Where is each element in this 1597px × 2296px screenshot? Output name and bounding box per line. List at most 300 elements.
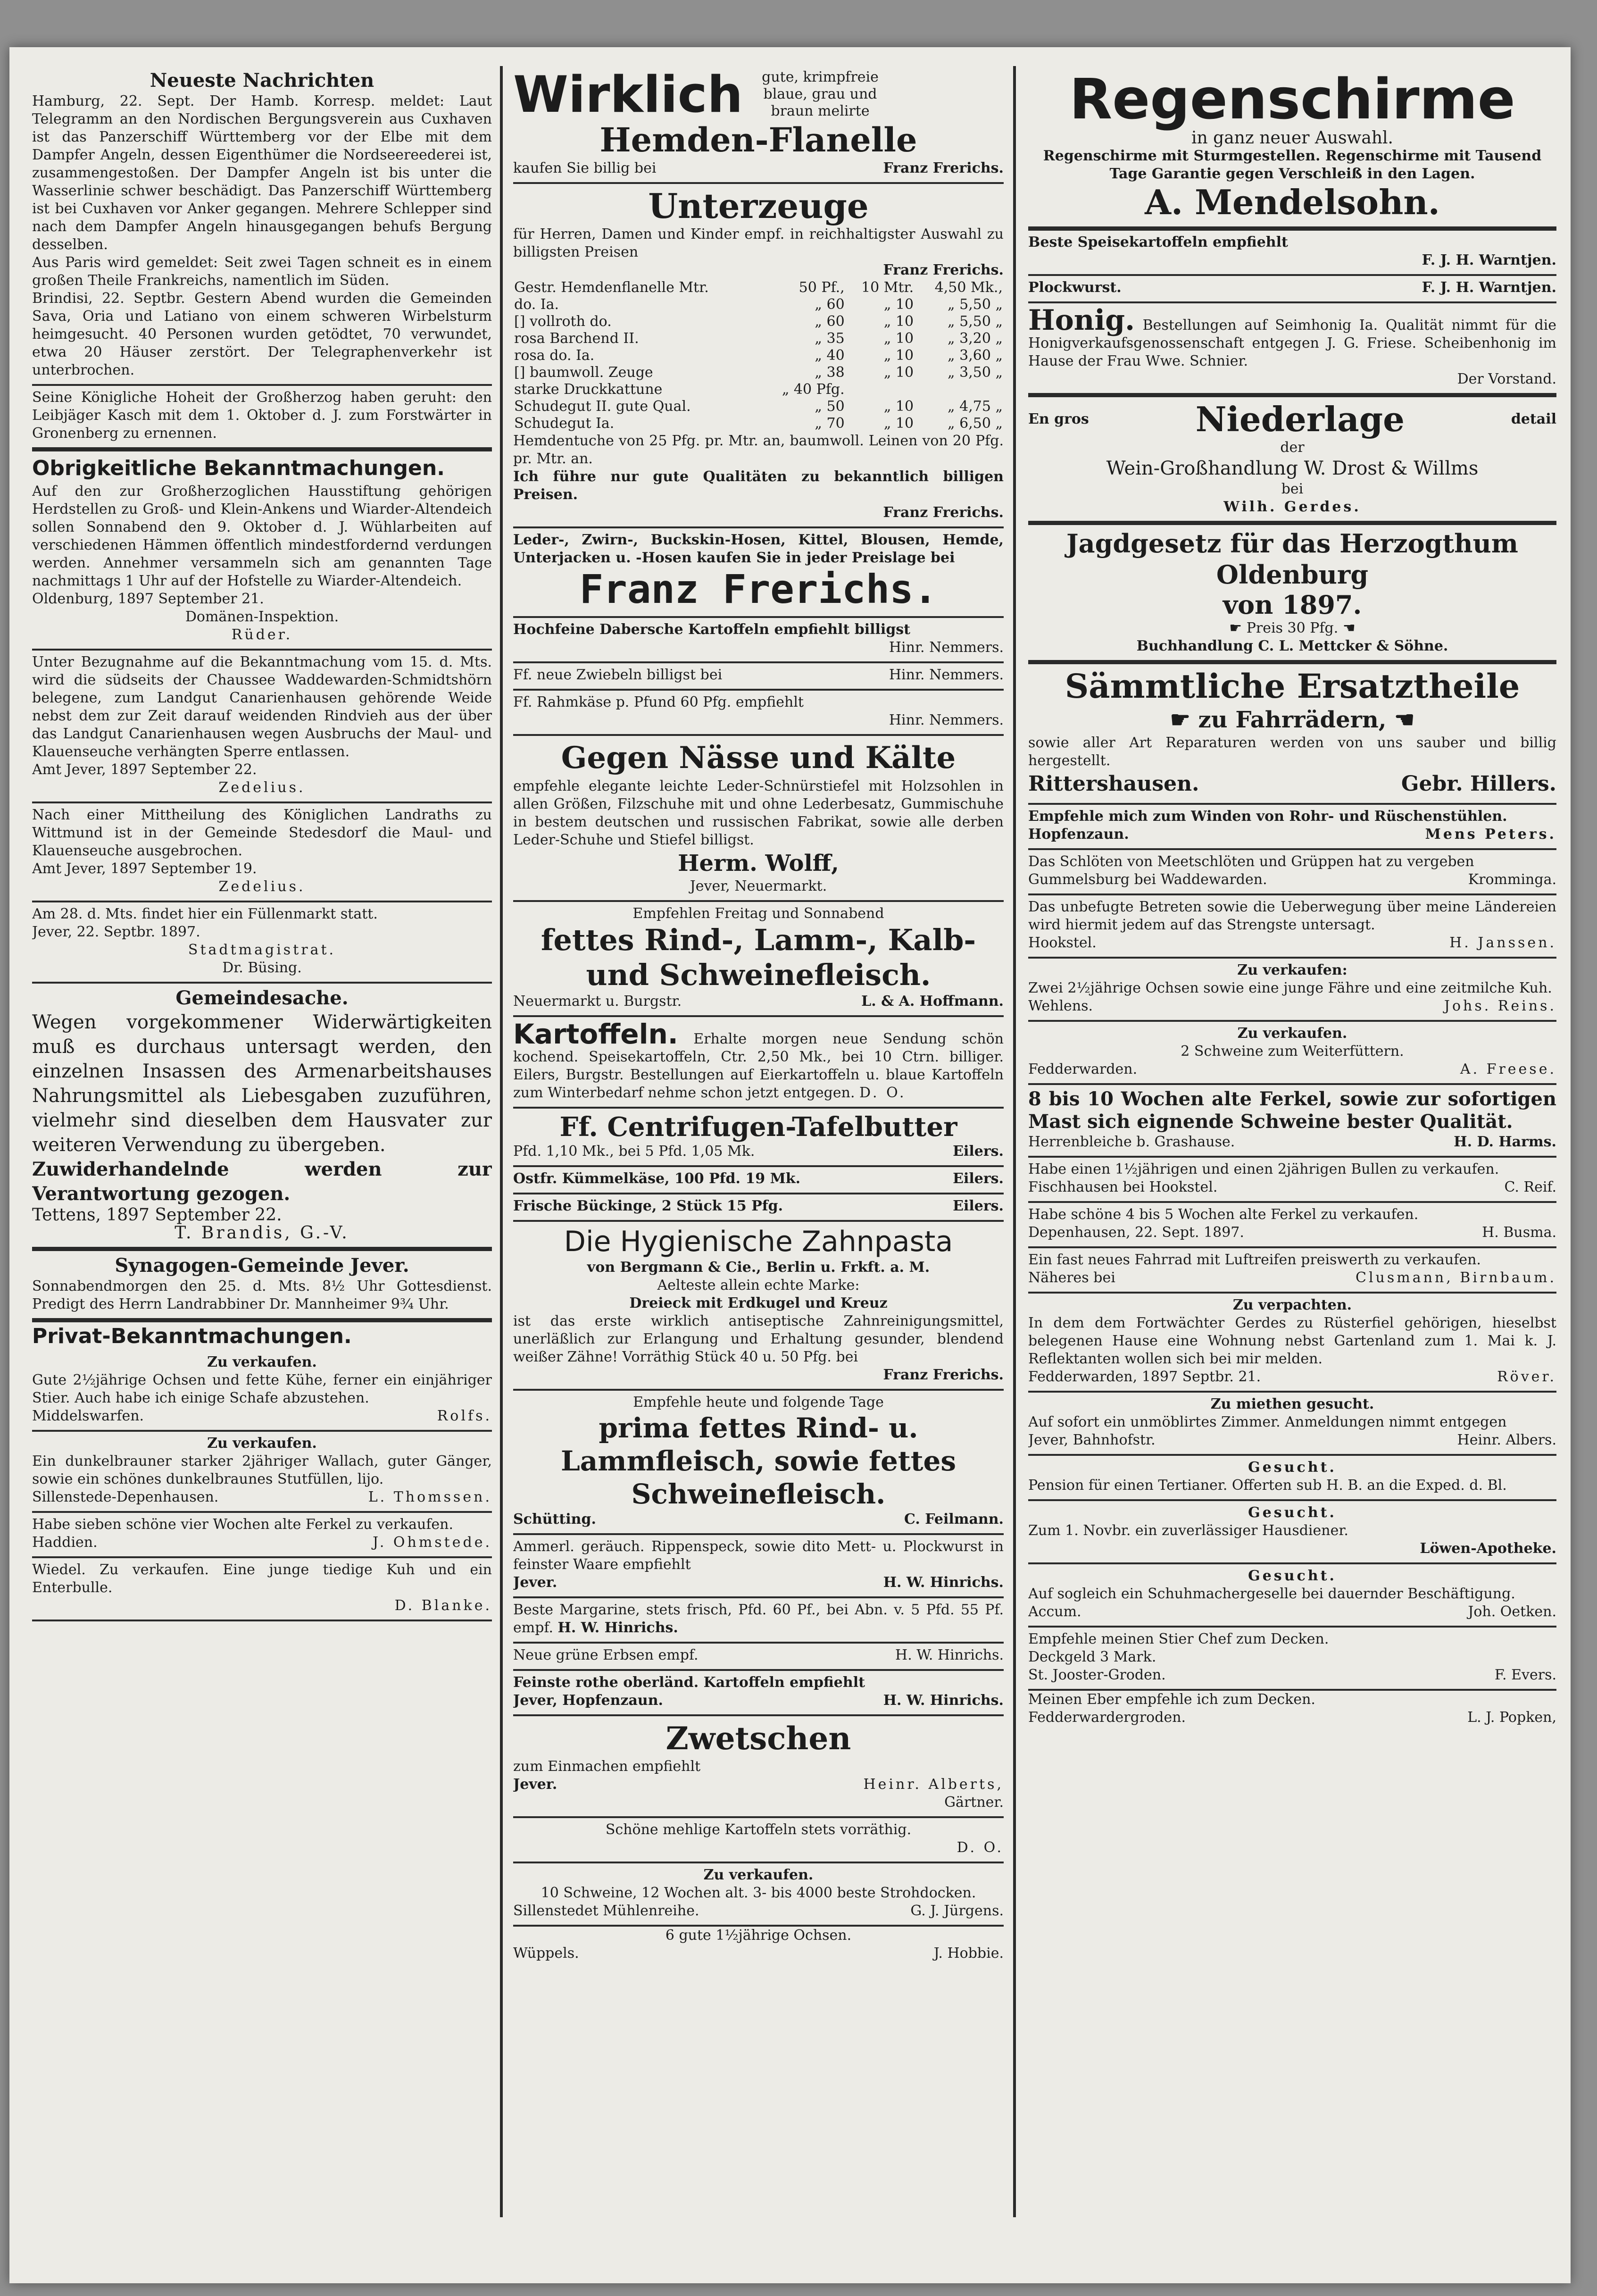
price-cell-item: starke Druckkattune — [514, 381, 663, 398]
fuellen-office: Stadtmagistrat. — [188, 942, 336, 958]
plock-text: Plockwurst. — [1028, 279, 1122, 296]
price-row — [513, 279, 1004, 296]
zahnpasta-ad — [513, 1222, 1004, 1391]
ferkel-name: H. D. Harms. — [1454, 1134, 1556, 1150]
newspaper-page — [9, 47, 1571, 2283]
buecking-shop: Eilers. — [953, 1198, 1004, 1214]
schuett-title: prima fettes Rind- u. Lammfleisch, sowie fettes Schweinefleisch. — [560, 1412, 957, 1510]
butter-line: Pfd. 1,10 Mk., bei 5 Pfd. 1,05 Mk. — [513, 1143, 755, 1160]
ersatz-sub-row: ☛ zu Fahrrädern, ☚ — [1170, 707, 1415, 733]
ferkel-title: 8 bis 10 Wochen alte Ferkel, sowie zur sofortigen Mast sich eignende Schweine bester Qualität. — [1028, 1088, 1556, 1133]
kuemmel-shop: Eilers. — [953, 1170, 1004, 1187]
price-cell-a: „ 50 — [815, 398, 845, 415]
butter-shop: Eilers. — [953, 1143, 1004, 1160]
price-cell-b: „ 10 — [883, 330, 914, 347]
obrigkeit-title: Obrigkeitliche Bekanntmachungen. — [32, 456, 445, 480]
winden-name: Mens Peters. — [1425, 826, 1556, 843]
hemden-title: Hemden-Flanelle — [599, 120, 917, 159]
zv-ad — [513, 1863, 1004, 1927]
alberts-role: Gärtner. — [944, 1794, 1004, 1811]
price-cell-a: „ 60 — [815, 296, 845, 313]
verpachten-place: Fedderwarden, 1897 Septbr. 21. — [1028, 1369, 1261, 1385]
price-cell-b: „ 10 — [883, 313, 914, 330]
price-cell-b: „ 10 — [883, 296, 914, 313]
mehlig-ad — [513, 1818, 1004, 1863]
price-cell-a: „ 60 — [815, 313, 845, 330]
price-cell-b: 10 Mtr. — [861, 279, 914, 296]
price-row — [513, 296, 1004, 313]
price-row — [513, 381, 1004, 398]
kuemmel-line: Ostfr. Kümmelkäse, 100 Pfd. 19 Mk. — [513, 1170, 801, 1187]
niederlage-der: der — [1280, 439, 1305, 456]
stier-fee: Deckgeld 3 Mark. — [1028, 1649, 1156, 1665]
price-cell-c: „ 4,75 „ — [948, 398, 1003, 415]
schuh-place: Accum. — [1028, 1603, 1081, 1620]
zahnpasta-shop: Franz Frerichs. — [883, 1367, 1004, 1383]
schuett-name: C. Feilmann. — [904, 1511, 1004, 1528]
landrat-notice — [32, 803, 492, 902]
verpachten-head: Zu verpachten. — [1232, 1297, 1352, 1313]
price-cell-a: „ 35 — [815, 330, 845, 347]
price-cell-item: rosa Barchend II. — [514, 330, 639, 347]
unterzeuge-title: Unterzeuge — [648, 186, 869, 226]
landrat-signature: Zedelius. — [218, 878, 306, 895]
zv1-name: Johs. Reins. — [1444, 998, 1556, 1014]
price-cell-c: „ 5,50 „ — [948, 296, 1003, 313]
mieten-name: Heinr. Albers. — [1457, 1432, 1556, 1448]
ersatz-firm: Gebr. Hillers. — [1401, 772, 1556, 796]
regen-title: Regenschirme — [1069, 67, 1515, 132]
privat-title: Privat-Bekanntmachungen. — [32, 1324, 352, 1348]
wiedel-text: Wiedel. Zu verkaufen. Eine junge tiedige Kuh und ein Enterbulle. — [32, 1561, 492, 1596]
ferkel-signature: J. Ohmstede. — [373, 1534, 492, 1551]
ferkel-place: Haddien. — [32, 1534, 98, 1551]
eber-name: L. J. Popken, — [1467, 1709, 1556, 1726]
obrigkeit-date: Oldenburg, 1897 September 21. — [32, 591, 264, 607]
zahnpasta-title: Die Hygienische Zahnpasta — [564, 1225, 953, 1258]
jagd-year: von 1897. — [1223, 590, 1362, 620]
price-cell-item: Schudegut Ia. — [514, 415, 615, 432]
hoffmann-name: L. & A. Hoffmann. — [861, 993, 1004, 1010]
stier-text: Empfehle meinen Stier Chef zum Decken. — [1028, 1631, 1329, 1647]
kartoffeln-signature: D. O. — [859, 1085, 907, 1101]
zv2-head: Zu verkaufen. — [207, 1435, 317, 1452]
mieten-place: Jever, Bahnhofstr. — [1028, 1432, 1156, 1448]
schloeten-place: Gummelsburg bei Waddewarden. — [1028, 871, 1267, 888]
frerichs-big: Franz Frerichs. — [579, 566, 938, 612]
wirklich-title: Wirklich — [513, 66, 743, 124]
zwiebel-text: Ff. neue Zwiebeln billigst bei — [513, 667, 723, 683]
mehlig-text: Schöne mehlige Kartoffeln stets vorräthig. — [605, 1821, 912, 1838]
zv1-place: Middelswarfen. — [32, 1408, 144, 1424]
obrigkeit-notice — [32, 451, 492, 651]
ferkel-ad — [1028, 1085, 1556, 1158]
eber-ad — [1028, 1691, 1556, 1727]
ferkel2-text: Habe schöne 4 bis 5 Wochen alte Ferkel zu verkaufen. — [1028, 1206, 1419, 1223]
honig-signature: Der Vorstand. — [1457, 371, 1556, 387]
price-row — [513, 347, 1004, 364]
margarine-shop: H. W. Hinrichs. — [557, 1620, 678, 1636]
regenschirme-ad — [1028, 66, 1556, 231]
mehlig-signature: D. O. — [957, 1839, 1004, 1856]
pointing-hand-icon: ☚ — [1394, 707, 1415, 733]
apotheke-name: Löwen-Apotheke. — [1420, 1540, 1556, 1557]
price-cell-item: Gestr. Hemdenflanelle Mtr. — [514, 279, 709, 296]
schuett-intro: Empfehle heute und folgende Tage — [633, 1394, 884, 1411]
synagoge-text: Sonnabendmorgen den 25. d. Mts. 8½ Uhr Gottesdienst. Predigt des Herrn Landrabbiner Dr. Mannheimer 9¾ Uhr. — [32, 1278, 492, 1312]
fleisch-ad — [513, 902, 1004, 1017]
zwetschen-ad — [513, 1716, 1004, 1818]
wirklich-side: gute, krimpfreie blaue, grau und braun melirte — [762, 69, 879, 119]
wirklich-ad — [513, 66, 1004, 184]
news-paris: Aus Paris wird gemeldet: Seit zwei Tagen schneit es in einem großen Theile Frankreichs, namentlich im Süden. — [32, 254, 492, 289]
column-middle — [513, 66, 1004, 1962]
fleisch-title: fettes Rind-, Lamm-, Kalb- und Schweinefleisch. — [541, 923, 976, 992]
zahnpasta-text: ist das erste wirklich antiseptische Zahnreinigungsmittel, unerläßlich zur Erlangung und Erhaltung gesunder, blendend weißer Zähne! Vorräthig Stück 40 u. 50 Pfg. bei — [513, 1313, 1004, 1365]
verpachten-name: Röver. — [1497, 1369, 1556, 1385]
price-row — [513, 398, 1004, 415]
niederlage-ad — [1028, 397, 1556, 525]
price-cell-c — [915, 381, 1004, 398]
zv2-signature: L. Thomssen. — [368, 1489, 492, 1505]
zv2-head: Zu verkaufen. — [1237, 1025, 1347, 1042]
fuellen-text: Am 28. d. Mts. findet hier ein Füllenmarkt statt. — [32, 906, 378, 922]
zv2-place: Fedderwarden. — [1028, 1061, 1138, 1077]
qualitaet-text: Ich führe nur gute Qualitäten zu bekanntlich billigen Preisen. — [513, 468, 1004, 503]
obrigkeit-signature: Rüder. — [231, 626, 293, 643]
zahnpasta-mark: Dreieck mit Erdkugel und Kreuz — [629, 1295, 888, 1311]
eber-place: Fedderwardergroden. — [1028, 1709, 1186, 1726]
schuett-place: Schütting. — [513, 1511, 596, 1528]
oberland-place: Jever, Hopfenzaun. — [513, 1692, 663, 1709]
stier-ad — [1028, 1628, 1556, 1691]
privat-section — [32, 1322, 492, 1621]
bullen-text: Habe einen 1½jährigen und einen 2jährigen Bullen zu verkaufen. — [1028, 1161, 1499, 1177]
detail-label: detail — [1511, 411, 1556, 427]
fahrrad-place: Näheres bei — [1028, 1269, 1115, 1286]
price-row — [513, 415, 1004, 432]
gemeinde-text: Wegen vorgekommener Widerwärtigkeiten muß es durchaus untersagt werden, den einzelnen Insassen des Armenarbeitshauses Nahrungsmittel als Liebesgaben zuzuführen, vielmehr sind dieselben dem Hausvater zur weiteren Verwendung zu übergeben. — [32, 1011, 492, 1156]
zv1-head: Zu verkaufen: — [1237, 962, 1347, 978]
zv2-text: Ein dunkelbrauner starker 2jähriger Wallach, guter Gänger, sowie ein schönes dunkelbraunes Stutfüllen, lijo. — [32, 1453, 492, 1487]
price-cell-a: „ 70 — [815, 415, 845, 432]
pension-ad — [1028, 1456, 1556, 1501]
price-cell-a: „ 40 Pfg. — [782, 381, 845, 398]
schloeten-text: Das Schlöten von Meetschlöten und Grüppen hat zu vergeben — [1028, 853, 1474, 870]
regen-sub: in ganz neuer Auswahl. — [1191, 128, 1393, 148]
gemeinde-title: Gemeindesache. — [175, 987, 349, 1009]
qualitaet-shop: Franz Frerichs. — [883, 504, 1004, 521]
schuh-name: Joh. Oetken. — [1468, 1603, 1556, 1620]
fuellenmarkt-notice — [32, 902, 492, 984]
ersatz-title: Sämmtliche Ersatztheile — [1065, 667, 1520, 706]
engros-label: En gros — [1028, 411, 1089, 427]
alberts-name: Heinr. Alberts, — [863, 1776, 1004, 1793]
naesse-title: Gegen Nässe und Kälte — [561, 740, 956, 776]
ersatz-text: sowie aller Art Reparaturen werden von uns sauber und billig hergestellt. — [1028, 735, 1556, 769]
mieten-head: Zu miethen gesucht. — [1210, 1396, 1374, 1412]
synagoge-title: Synagogen-Gemeinde Jever. — [115, 1254, 409, 1277]
news-brindisi: Brindisi, 22. Septbr. Gestern Abend wurden die Gemeinden Sava, Oria und Latiano von einem schweren Wirbelsturm heimgesucht. 40 Personen wurden getödtet, 70 verwundet, etwa 20 Häuser zerstört. Der Telegraphenverkehr ist unterbrochen. — [32, 290, 492, 378]
zv2-place: Sillenstede-Depenhausen. — [32, 1489, 219, 1505]
zv-text: 10 Schweine, 12 Wochen alt. 3- bis 4000 beste Strohdocken. — [541, 1885, 976, 1901]
zwetschen-title: Zwetschen — [665, 1720, 851, 1757]
pointing-hand-icon: ☚ — [1342, 620, 1356, 636]
hemden-shop: Franz Frerichs. — [883, 160, 1004, 176]
winden-ad — [1028, 805, 1556, 850]
zv-signature: G. J. Jürgens. — [910, 1903, 1004, 1919]
price-cell-c: „ 6,50 „ — [948, 415, 1003, 432]
winden-text: Empfehle mich zum Winden von Rohr- und Rüschenstühlen. — [1028, 808, 1507, 825]
schloeten-name: Kromminga. — [1468, 871, 1556, 888]
kart-shop: Hinr. Nemmers. — [889, 639, 1004, 656]
chaussee-date: Amt Jever, 1897 September 22. — [32, 761, 257, 778]
speise-text: Beste Speisekartoffeln empfiehlt — [1028, 234, 1288, 250]
price-cell-c: 4,50 Mk., — [934, 279, 1003, 296]
news-hamburg: Hamburg, 22. Sept. Der Hamb. Korresp. meldet: Laut Telegramm an den Nordischen Bergungsverein aus Cuxhaven ist das Panzerschiff Württemberg vor der Elbe mit dem Dampfer Angeln, dessen Eigenthümer die Nordseereederei ist, zusammengestoßen. Der Dampfer Angeln ist bis unter die Wasserlinie schwer beschädigt. Das Panzerschiff Württemberg ist bei Cuxhaven vor Anker gegangen. Mehrere Schlepper sind nach dem Dampfer Angeln hinausgegangen behufs Bergung desselben. — [32, 93, 492, 253]
price-row — [513, 313, 1004, 330]
news-title: Neueste Nachrichten — [150, 69, 374, 92]
honig-ad — [1028, 303, 1556, 397]
hinrichs-ad — [513, 1535, 1004, 1598]
fuellen-signature: Dr. Büsing. — [222, 960, 302, 976]
price-cell-c: „ 3,60 „ — [948, 347, 1003, 364]
ferkel-text: Habe sieben schöne vier Wochen alte Ferkel zu verkaufen. — [32, 1516, 454, 1533]
speise-shop: F. J. H. Warntjen. — [1422, 252, 1556, 268]
zwiebel-ad — [513, 663, 1004, 691]
ochsen-signature: J. Hobbie. — [933, 1945, 1004, 1962]
ferkel2-ad — [1028, 1203, 1556, 1248]
ersatz-place: Rittershausen. — [1028, 772, 1199, 796]
zv1-ad — [1028, 959, 1556, 1022]
pointing-hand-icon: ☛ — [1170, 707, 1190, 733]
butter-title: Ff. Centrifugen-Tafelbutter — [559, 1111, 957, 1143]
zv1-head: Zu verkaufen. — [207, 1354, 317, 1370]
betreten-place: Hookstel. — [1028, 935, 1097, 951]
bullen-name: C. Reif. — [1504, 1179, 1556, 1195]
gemeinde-date: Tettens, 1897 September 22. — [32, 1205, 282, 1225]
fahrrad-text: Ein fast neues Fahrrad mit Luftreifen preiswerth zu verkaufen. — [1028, 1252, 1481, 1268]
price-cell-a: „ 38 — [815, 364, 845, 381]
honig-title: Honig. — [1028, 304, 1135, 337]
verpachten-ad — [1028, 1294, 1556, 1393]
zv2-text: 2 Schweine zum Weiterfüttern. — [1181, 1043, 1404, 1060]
verpachten-text: In dem dem Fortwächter Gerdes zu Rüsterfiel gehörigen, hieselbst belegenen Hause eine Wohnung nebst Gartenland zum 1. Mai k. J. Reflektanten wollen sich bei mir melden. — [1028, 1315, 1556, 1367]
news-section — [32, 66, 492, 386]
price-cell-a: 50 Pf., — [798, 279, 845, 296]
zv2-name: A. Freese. — [1460, 1061, 1556, 1077]
kartoffeln-ad — [513, 1017, 1004, 1109]
column-right — [1028, 66, 1556, 1727]
ochsen-ad — [513, 1927, 1004, 1962]
fleisch-intro: Empfehlen Freitag und Sonnabend — [632, 905, 884, 922]
zv2-ad — [1028, 1022, 1556, 1085]
column-rule — [500, 66, 503, 2217]
column-rule — [1013, 66, 1016, 2217]
jagd-title: Jagdgesetz für das Herzogthum Oldenburg — [1066, 528, 1518, 590]
landrat-text: Nach einer Mittheilung des Königlichen Landraths zu Wittmund ist in der Gemeinde Stedesdorf die Maul- und Klauenseuche ausgebrochen. — [32, 807, 492, 859]
gemeinde-notice — [32, 984, 492, 1251]
hemdentuch-text: Hemdentuche von 25 Pfg. pr. Mtr. an, baumwoll. Leinen von 20 Pfg. pr. Mtr. an. — [513, 433, 1004, 467]
price-cell-item: [] vollroth do. — [514, 313, 612, 330]
ferkel2-place: Depenhausen, 22. Sept. 1897. — [1028, 1224, 1244, 1241]
pointing-hand-icon: ☛ — [1229, 620, 1242, 636]
jagd-shop: Buchhandlung C. L. Mettcker & Söhne. — [1136, 638, 1448, 654]
gemeinde-signature: T. Brandis, G.-V. — [175, 1223, 349, 1243]
zv1-signature: Rolfs. — [437, 1408, 492, 1424]
mieten-ad — [1028, 1393, 1556, 1456]
oberland-text: Feinste rothe oberländ. Kartoffeln empfiehlt — [513, 1674, 865, 1691]
stier-place: St. Jooster-Groden. — [1028, 1667, 1166, 1683]
obrigkeit-text: Auf den zur Großherzoglichen Hausstiftung gehörigen Herdstellen zu Groß- und Klein-Ankens und Wiarder-Altendeich sollen Sonnabend den 9. Oktober d. J. Wühlarbeiten auf verschiedenen Hämmen öffentlich mindestfordernd verdungen werden. Annehmer versammeln sich am genannten Tage nachmittags 1 Uhr auf der Hofstelle zu Wiarder-Altendeich. — [32, 483, 492, 589]
speise-ad — [1028, 231, 1556, 276]
wolff-place: Jever, Neuermarkt. — [690, 878, 827, 894]
fahrrad-ad — [1028, 1248, 1556, 1294]
column-left — [32, 66, 492, 1621]
zv1-text: Gute 2½jährige Ochsen und fette Kühe, ferner ein einjähriger Stier. Auch habe ich einige Schafe abzustehen. — [32, 1372, 492, 1406]
mieten-text: Auf sofort ein unmöblirtes Zimmer. Anmeldungen nimmt entgegen — [1028, 1414, 1507, 1430]
price-cell-c: „ 3,20 „ — [948, 330, 1003, 347]
erbsen-ad — [513, 1644, 1004, 1671]
fahrrad-name: Clusmann, Birnbaum. — [1355, 1269, 1556, 1286]
leder-ad — [513, 528, 1004, 618]
margarine-ad — [513, 1598, 1004, 1644]
price-cell-b: „ 10 — [883, 398, 914, 415]
diener-text: Zum 1. Novbr. ein zuverlässiger Hausdiener. — [1028, 1522, 1348, 1539]
kart-ad — [513, 618, 1004, 663]
hinrichs-text: Ammerl. geräuch. Rippenspeck, sowie dito Mett- u. Plockwurst in feinster Waare empfiehlt — [513, 1538, 1004, 1573]
niederlage-bei: bei — [1281, 481, 1304, 497]
price-cell-item: rosa do. Ia. — [514, 347, 595, 364]
schuh-ad — [1028, 1564, 1556, 1628]
price-cell-item: do. Ia. — [514, 296, 559, 313]
stier-name: F. Evers. — [1494, 1667, 1556, 1683]
unterzeuge-ad — [513, 184, 1004, 528]
schuh-text: Auf sogleich ein Schuhmachergeselle bei dauernder Beschäftigung. — [1028, 1586, 1515, 1602]
zv-place: Sillenstedet Mühlenreihe. — [513, 1903, 699, 1919]
chaussee-text: Unter Bezugnahme auf die Bekanntmachung vom 15. d. Mts. wird die südseits der Chaussee Waddewarden-Schmidtshörn belegene, zum Landgut Canarienhausen gehörende Weide nebst dem zur Zeit darauf weidenden Rindvieh aus der über das Landgut Canarienhausen wegen Ausbruchs der Maul- und Klauenseuche verhängten Sperre entlassen. — [32, 654, 492, 760]
rahm-shop: Hinr. Nemmers. — [889, 712, 1004, 728]
zwetschen-place: Jever. — [513, 1776, 557, 1793]
zv1-text: Zwei 2½jährige Ochsen sowie eine junge Fähre und eine zeitmilche Kuh. — [1028, 980, 1552, 996]
betreten-ad — [1028, 895, 1556, 959]
kartoffeln-title: Kartoffeln. — [513, 1018, 678, 1050]
betreten-text: Das unbefugte Betreten sowie die Ueberwegung über meine Ländereien wird hiermit jedem auf das Strengste untersagt. — [1028, 899, 1556, 933]
chaussee-signature: Zedelius. — [218, 779, 306, 796]
price-row — [513, 330, 1004, 347]
unterzeuge-shop: Franz Frerichs. — [883, 262, 1004, 278]
price-cell-b: „ 10 — [883, 415, 914, 432]
gerdes-name: Wilh. Gerdes. — [1223, 499, 1361, 515]
kartoffeln-text: Erhalte morgen neue Sendung schön kochend. Speisekartoffeln, Ctr. 2,50 Mk., bei 10 Ctrn. billiger. Eilers, Burgstr. Bestellungen auf Eierkartoffeln u. blaue Kartoffeln zum Winterbedarf nehme schon jetzt entgegen. — [513, 1031, 1004, 1101]
wiedel-signature: D. Blanke. — [394, 1597, 492, 1614]
naesse-ad — [513, 736, 1004, 902]
hoffmann-place: Neuermarkt u. Burgstr. — [513, 993, 682, 1010]
price-cell-c: „ 3,50 „ — [948, 364, 1003, 381]
unterzeuge-text: für Herren, Damen und Kinder empf. in reichhaltigster Auswahl zu billigsten Preisen — [513, 226, 1004, 260]
hoheit-notice: Seine Königliche Hoheit der Großherzog haben geruht: den Leibjäger Kasch mit dem 1. Oktober d. J. zum Forstwärter in Gronenberg zu ernennen. — [32, 386, 492, 451]
rahm-ad — [513, 691, 1004, 736]
schuett-ad — [513, 1391, 1004, 1535]
diener-ad — [1028, 1501, 1556, 1564]
price-table — [513, 279, 1004, 432]
buecking-line: Frische Bückinge, 2 Stück 15 Pfg. — [513, 1198, 783, 1214]
betreten-name: H. Janssen. — [1449, 935, 1556, 951]
kuemmel-ad — [513, 1167, 1004, 1194]
oberland-shop: H. W. Hinrichs. — [883, 1692, 1004, 1709]
naesse-text: empfehle elegante leichte Leder-Schnürstiefel mit Holzsohlen in allen Größen, Filzschuhe mit und ohne Lederbesatz, Gummischuhe in bestem deutschen und russischen Fabrikat, sowie alle derben Leder-Schuhe und Stiefel billigst. — [513, 778, 1004, 848]
niederlage-title: Niederlage — [1195, 399, 1405, 439]
landrat-date: Amt Jever, 1897 September 19. — [32, 860, 257, 877]
wolff-name: Herm. Wolff, — [678, 850, 839, 877]
bullen-place: Fischhausen bei Hookstel. — [1028, 1179, 1218, 1195]
plock-ad — [1028, 276, 1556, 303]
zahnpasta-sub: Aelteste allein echte Marke: — [657, 1277, 860, 1294]
fuellen-date: Jever, 22. Septbr. 1897. — [32, 924, 200, 940]
price-cell-c: „ 5,50 „ — [948, 313, 1003, 330]
hemden-line: kaufen Sie billig bei — [513, 160, 657, 176]
synagoge-notice — [32, 1251, 492, 1322]
rahm-text: Ff. Rahmkäse p. Pfund 60 Pfg. empfiehlt — [513, 694, 804, 710]
kart-text: Hochfeine Dabersche Kartoffeln empfiehlt billigst — [513, 621, 911, 638]
mendelsohn-name: A. Mendelsohn. — [1145, 182, 1440, 222]
gemeinde-warning: Zuwiderhandelnde werden zur Verantwortung gezogen. — [32, 1158, 492, 1205]
margarine-text: Beste Margarine, stets frisch, Pfd. 60 Pf., bei Abn. v. 5 Pfd. 55 Pf. empf. — [513, 1602, 1004, 1636]
regen-text: Regenschirme mit Sturmgestellen. Regenschirme mit Tausend Tage Garantie gegen Verschleiß in den Lagen. — [1043, 148, 1542, 182]
obrigkeit-office: Domänen-Inspektion. — [185, 609, 339, 625]
zv1-place: Wehlens. — [1028, 998, 1093, 1014]
ferkel-place: Herrenbleiche b. Grashause. — [1028, 1134, 1235, 1150]
zwetschen-text: zum Einmachen empfiehlt — [513, 1758, 701, 1775]
gesucht-head: Gesucht. — [1248, 1504, 1337, 1521]
ochsen-place: Wüppels. — [513, 1945, 579, 1962]
zv-head: Zu verkaufen. — [703, 1867, 814, 1883]
price-cell-b — [846, 381, 915, 398]
jagd-ad — [1028, 525, 1556, 664]
ferkel2-name: H. Busma. — [1482, 1224, 1556, 1241]
gesucht-head: Gesucht. — [1248, 1568, 1337, 1584]
buecking-ad — [513, 1194, 1004, 1222]
schloeten-ad — [1028, 850, 1556, 895]
zwiebel-shop: Hinr. Nemmers. — [889, 667, 1004, 683]
winden-place: Hopfenzaun. — [1028, 826, 1129, 843]
plock-shop: F. J. H. Warntjen. — [1422, 279, 1556, 296]
oberland-ad — [513, 1671, 1004, 1716]
ochsen-text: 6 gute 1½jährige Ochsen. — [665, 1927, 852, 1944]
price-cell-a: „ 40 — [815, 347, 845, 364]
gesucht-head: Gesucht. — [1248, 1459, 1337, 1476]
hinrichs-place: Jever. — [513, 1574, 557, 1591]
eber-text: Meinen Eber empfehle ich zum Decken. — [1028, 1691, 1315, 1708]
butter-ad — [513, 1109, 1004, 1167]
ersatz-ad — [1028, 664, 1556, 805]
price-cell-item: [] baumwoll. Zeuge — [514, 364, 653, 381]
zahnpasta-firm: von Bergmann & Cie., Berlin u. Frkft. a. M. — [587, 1259, 930, 1276]
honig-text: Bestellungen auf Seimhonig Ia. Qualität nimmt für die Honigverkaufsgenossenschaft entgegen J. G. Friese. Scheibenhonig im Hause der Frau Wwe. Schnier. — [1028, 317, 1556, 369]
niederlage-firm: Wein-Großhandlung W. Drost & Willms — [1106, 458, 1479, 479]
price-cell-b: „ 10 — [883, 364, 914, 381]
erbsen-shop: H. W. Hinrichs. — [895, 1647, 1004, 1663]
price-cell-item: Schudegut II. gute Qual. — [514, 398, 691, 415]
pension-text: Pension für einen Tertianer. Offerten sub H. B. an die Exped. d. Bl. — [1028, 1477, 1507, 1494]
hinrichs-name: H. W. Hinrichs. — [883, 1574, 1004, 1591]
leder-text: Leder-, Zwirn-, Buckskin-Hosen, Kittel, Blousen, Hemde, Unterjacken u. -Hosen kaufen Sie in jeder Preislage bei — [513, 532, 1004, 566]
erbsen-text: Neue grüne Erbsen empf. — [513, 1647, 699, 1663]
price-cell-b: „ 10 — [883, 347, 914, 364]
price-row — [513, 364, 1004, 381]
jagd-price: ☛ Preis 30 Pfg. ☚ — [1229, 620, 1356, 636]
chaussee-notice — [32, 651, 492, 803]
